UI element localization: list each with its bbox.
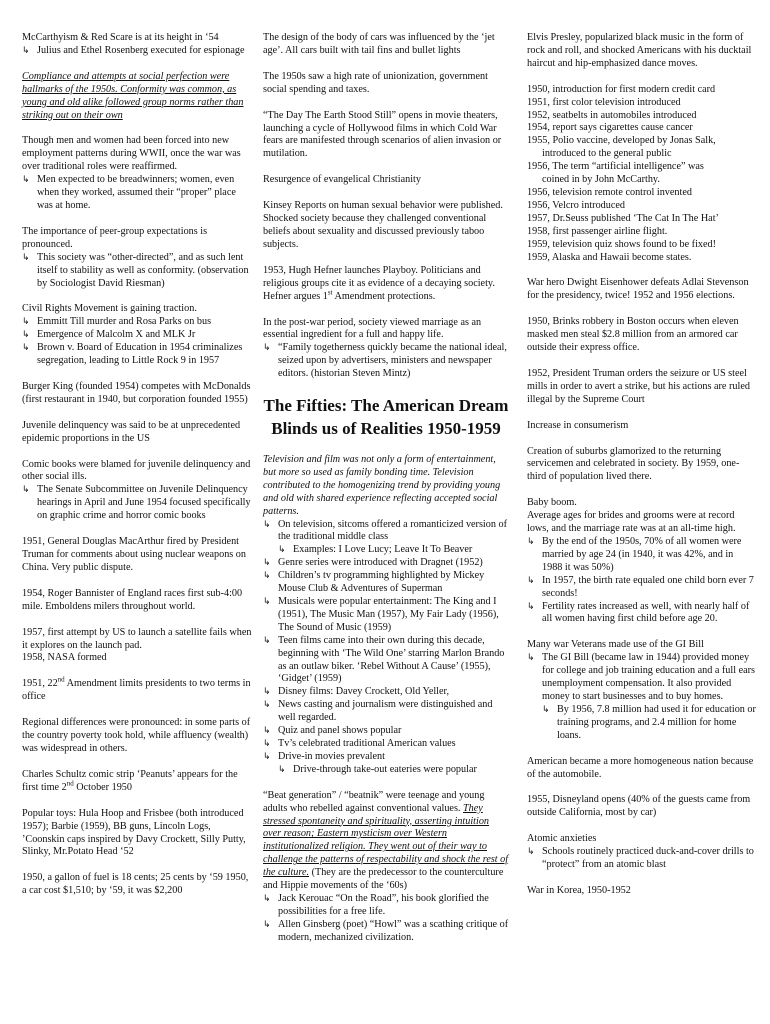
earth-text: “The Day The Earth Stood Still” opens in movie theaters, launching a cycle of Hollywood films in which Cold War fears are manifested through scenarios of alien invasion or mutilation. (263, 109, 502, 160)
tv-bullet-3: ↳ Children’s tv programming highlighted by Mickey Mouse Club & Adventures of Superman (263, 570, 509, 596)
mccarthy-bullet: ↳ Julius and Ethel Rosenberg executed for espionage (22, 45, 254, 58)
timeline-item: 1956, Velcro introduced (527, 199, 625, 211)
peer-text: The importance of peer-group expectations is pronounced. (22, 225, 208, 250)
baby-bullet-2: ↳ In 1957, the birth rate equaled one child born ever 7 seconds! (527, 575, 756, 601)
hefner-text: 1953, Hugh Hefner launches Playboy. Politicians and religious groups cite it as evidence of a decaying society. Hefner argues 1st Amendment protections. (263, 264, 495, 302)
tv-bullet-9: ↳ Tv’s celebrated traditional American values (263, 738, 509, 751)
regional-text: Regional differences were pronounced: in some parts of the country poverty took hold, while affluency (wealth) was widespread in others. (22, 717, 251, 754)
amendment-text: 1951, 22nd Amendment limits presidents to two terms in office (22, 675, 251, 703)
baby-text-2: Average ages for brides and grooms were at record lows, and the marriage rate was at an all-time high. (527, 510, 736, 535)
gi-bullet-sub: ↳ By 1956, 7.8 million had used it for education or training programs, and 2.4 million for home loans. (542, 704, 756, 743)
marriage-bullet: ↳ “Family togetherness quickly became the national ideal, seized upon by advertisers, ministers and newspaper editors. (historian Steven Mintz) (263, 342, 509, 381)
cars-text: The design of the body of cars was influenced by the ‘jet age’. All cars built with tail fins and bullet lights (263, 32, 495, 56)
bannister-text: 1954, Roger Bannister of England races first sub-4:00 mile. Emboldens milers throughout world. (22, 587, 243, 612)
gi-text: Many war Veterans made use of the GI Bill (527, 639, 704, 651)
marriage-text: In the post-war period, society viewed marriage as an essential ingredient for a full and happy life. (263, 316, 482, 341)
baby-bullet-1: ↳ By the end of the 1950s, 70% of all women were married by age 24 (in 1940, it was 42%, and in 1988 it was 50%) (527, 536, 756, 575)
atomic-block (527, 833, 756, 872)
compliance-text: Compliance and attempts at social perfection were hallmarks of the 1950s. Conformity was common, as young and old alike followed group norms rather than striking out on their own (22, 70, 244, 121)
beat-bullet-1: ↳ Jack Kerouac “On the Road”, his book glorified the possibilities for a free life. (263, 893, 509, 919)
column-right (527, 32, 756, 898)
timeline-item: 1952, seatbelts in automobiles introduced (527, 109, 697, 121)
evangelical-text: Resurgence of evangelical Christianity (263, 174, 421, 186)
tv-bullet-1: ↳ On television, sitcoms offered a romanticized version of the traditional middle class (263, 519, 509, 545)
beat-block (263, 790, 509, 945)
timeline-item-cont: coined in by John McCarthy. (542, 174, 660, 186)
timeline-item: 1957, Dr.Seuss published ‘The Cat In The Hat’ (527, 212, 719, 224)
tv-block (263, 454, 509, 777)
mccarthy-block (22, 32, 254, 58)
kinsey-text: Kinsey Reports on human sexual behavior were published. Shocked society because they challenged conventional beliefs about sexuality and discussed previously taboo subjects. (263, 200, 503, 250)
page-title-line-1: The Fifties: The American Dream (263, 396, 509, 416)
elvis-text: Elvis Presley, popularized black music in the form of rock and roll, and shocked Americans with his ducktail haircut and hip-emphasized dance moves. (527, 32, 752, 69)
consumerism-text: Increase in consumerism (527, 419, 629, 431)
column-middle (263, 32, 509, 945)
column-left (22, 32, 254, 898)
gi-bullet: ↳ The GI Bill (became law in 1944) provided money for college and job training education and a full ears unemployment compensation. It also provided money to start businesses and to buy homes. (527, 652, 756, 704)
women-bullet: ↳ Men expected to be breadwinners; women, even when they worked, assumed their “proper” place was at home. (22, 174, 254, 213)
timeline-item: 1955, Polio vaccine, developed by Jonas Salk, (527, 135, 716, 147)
tv-bullet-6: ↳ Disney films: Davey Crockett, Old Yeller, (263, 686, 509, 699)
beat-bullet-2: ↳ Allen Ginsberg (poet) “Howl” was a scathing critique of modern, mechanized civilization. (263, 919, 509, 945)
toys-text: Popular toys: Hula Hoop and Frisbee (both introduced 1957); Barbie (1959), BB guns, Lincoln Logs, ’Coonskin caps inspired by Davy Crockett, Silly Putty, Slinky, Mr.Potato Head ‘52 (22, 807, 246, 858)
homogeneous-text: American became a more homogeneous nation because of the automobile. (527, 755, 754, 780)
marriage-block (263, 317, 509, 382)
baby-bullet-3: ↳ Fertility rates increased as well, with nearly half of all women having first child before age 20. (527, 601, 756, 627)
baby-text-1: Baby boom. (527, 497, 577, 509)
mccarthy-text: McCarthyism & Red Scare is at its height in ‘54 (22, 32, 219, 43)
peer-block (22, 226, 254, 291)
timeline-list (527, 84, 756, 265)
tv-bullet-7: ↳ News casting and journalism were distinguished and well regarded. (263, 699, 509, 725)
tv-bullet-10: ↳ Drive-in movies prevalent (263, 751, 509, 764)
women-text: Though men and women had been forced into new employment patterns during WWII, once the war was over traditional roles were reaffirmed. (22, 135, 241, 173)
tv-bullet-2: ↳ Genre series were introduced with Dragnet (1952) (263, 557, 509, 570)
sputnik-block (22, 627, 254, 666)
disney-text: 1955, Disneyland opens (40% of the guests came from outside California, most by car) (527, 794, 751, 819)
atomic-text: Atomic anxieties (527, 833, 597, 845)
timeline-item: 1959, Alaska and Hawaii become states. (527, 251, 692, 263)
civil-block (22, 303, 254, 368)
union-text: The 1950s saw a high rate of unionization, government social spending and taxes. (263, 70, 488, 95)
tv-intro: Television and film was not only a form of entertainment, but more so used as family bonding time. Television contributed to the homogenizing trend by providing young and old with shared experience reflecting accepted social patterns. (263, 454, 501, 517)
comic-bullet: ↳ The Senate Subcommittee on Juvenile Delinquency hearings in April and June 1954 focused specifically on graphic crime and horror comic books (22, 484, 254, 523)
fuel-text: 1950, a gallon of fuel is 18 cents; 25 cents by ‘59 1950, a car cost $1,510; by ‘59, it was $2,200 (22, 872, 249, 897)
timeline-item: 1951, first color television introduced (527, 96, 681, 108)
civil-text: Civil Rights Movement is gaining traction. (22, 303, 197, 315)
sputnik-text-2: 1958, NASA formed (22, 652, 107, 664)
civil-bullet-1: ↳ Emmitt Till murder and Rosa Parks on bus (22, 316, 254, 329)
timeline-item: 1958, first passenger airline flight. (527, 225, 668, 237)
comic-block (22, 459, 254, 524)
tv-bullet-4: ↳ Musicals were popular entertainment: The King and I (1951), The Music Man (1957), My Fair Lady (1956), The Sound of Music (1959) (263, 596, 509, 635)
women-block (22, 135, 254, 212)
gi-block (527, 639, 756, 742)
baby-block (527, 497, 756, 626)
timeline-item: 1959, television quiz shows found to be fixed! (527, 238, 717, 250)
timeline-item: 1950, introduction for first modern credit card (527, 83, 716, 95)
sputnik-text-1: 1957, first attempt by US to launch a satellite fails when it explores on the launch pad. (22, 626, 252, 651)
comic-text: Comic books were blamed for juvenile delinquency and other social ills. (22, 458, 251, 483)
civil-bullet-2: ↳ Emergence of Malcolm X and MLK Jr (22, 329, 254, 342)
page-title-line-2: Blinds us of Realities 1950-1959 (271, 419, 501, 439)
tv-bullet-10-sub: ↳ Drive-through take-out eateries were popular (278, 764, 509, 777)
truman-text: 1952, President Truman orders the seizure or US steel mills in order to avert a strike, but his actions are ruled illegal by the Supreme Court (527, 367, 750, 405)
macarthur-text: 1951, General Douglas MacArthur fired by President Truman for comments about using nuclear weapons on China. Very public dispute. (22, 536, 246, 573)
peanuts-text: Charles Schultz comic strip ‘Peanuts’ appears for the first time 2nd October 1950 (22, 768, 238, 793)
brinks-text: 1950, Brinks robbery in Boston occurs when eleven masked men steal $2.8 million from an armored car outside their express office. (527, 316, 739, 354)
burger-text: Burger King (founded 1954) competes with McDonalds (first restaurant in 1940, but corporation founded 1955) (22, 380, 251, 405)
korea-text: War in Korea, 1950-1952 (527, 884, 631, 896)
page-title (263, 394, 509, 440)
suburbs-text: Creation of suburbs glamorized to the returning servicemen and celebrated in society. By 1959, one-third of population lived there. (527, 445, 740, 483)
timeline-item: 1954, report says cigarettes cause cancer (527, 122, 693, 134)
tv-bullet-1-sub: ↳ Examples: I Love Lucy; Leave It To Beaver (278, 544, 509, 557)
juvenile-text: Juvenile delinquency was said to be at unprecedented epidemic proportions in the US (22, 419, 241, 444)
beat-text: “Beat generation” / “beatnik” were teenage and young adults who rebelled against conventional values. They stressed spontaneity and spirituality, asserting intuition over reason; Eastern mysticism over Western institutionalized religion. They went out of their way to challenge the patterns of respectability and shock the rest of the culture. (They are the predecessor to the counterculture and Hippie movements of the ‘60s) (263, 789, 509, 892)
timeline-item: 1956, television remote control invented (527, 186, 692, 198)
civil-bullet-3: ↳ Brown v. Board of Education in 1954 criminalizes segregation, leading to Little Rock 9 in 1957 (22, 342, 254, 368)
tv-bullet-5: ↳ Teen films came into their own during this decade, beginning with ‘The Wild One’ starring Marlon Brando as an outlaw biker. ‘Rebel Without A Cause’ (1955), ‘Gidget’ (1959) (263, 635, 509, 687)
atomic-bullet: ↳ Schools routinely practiced duck-and-cover drills to “protect” from an atomic blast (527, 846, 756, 872)
tv-bullet-8: ↳ Quiz and panel shows popular (263, 725, 509, 738)
timeline-item-cont: introduced to the general public (542, 148, 672, 160)
peer-bullet: ↳ This society was “other-directed”, and as such lent itself to stability as well as conformity. (observation by Sociologist David Riesman) (22, 252, 254, 291)
timeline-item: 1956, The term “artificial intelligence” was (527, 161, 704, 173)
ike-text: War hero Dwight Eisenhower defeats Adlai Stevenson for the presidency, twice! 1952 and 1956 elections. (527, 277, 749, 302)
